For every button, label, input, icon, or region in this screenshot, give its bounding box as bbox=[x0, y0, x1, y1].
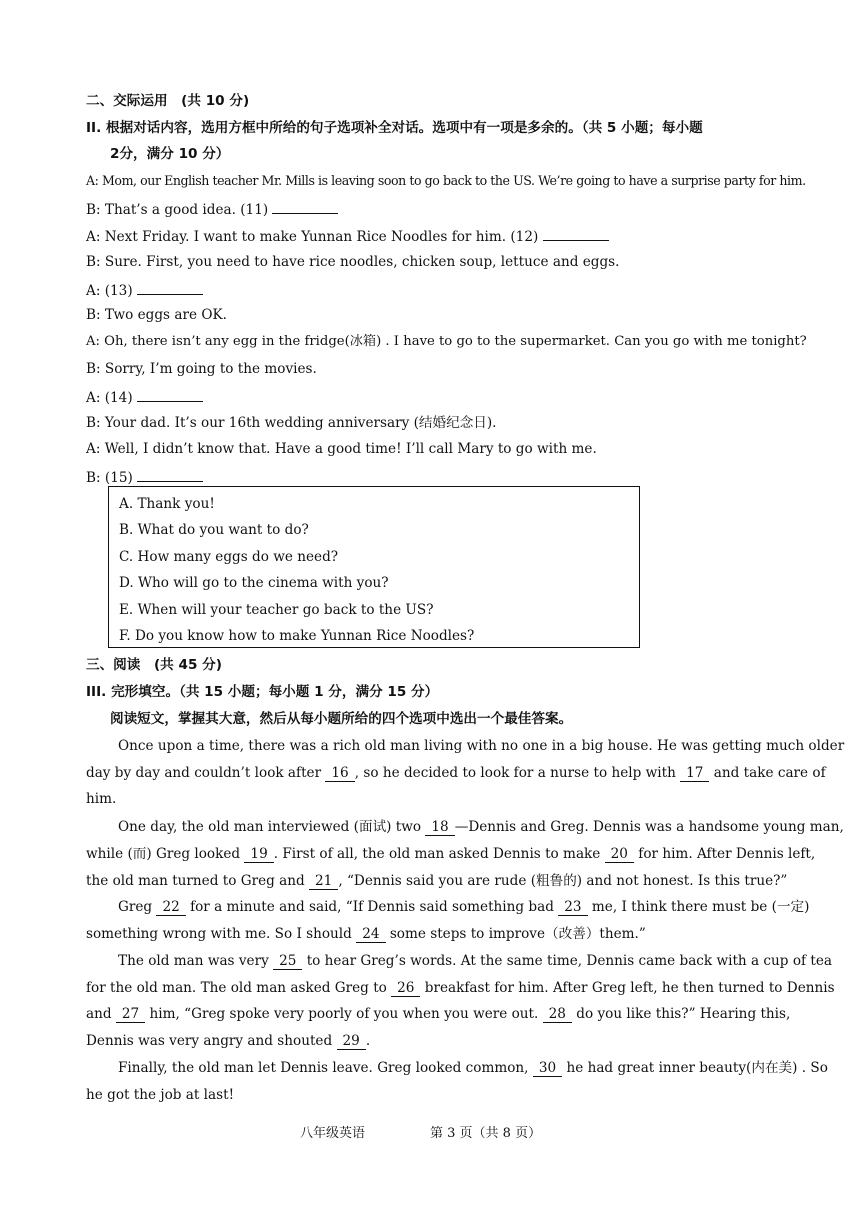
answer-blank-15[interactable] bbox=[137, 467, 203, 482]
dialogue-line: A: Well, I didn’t know that. Have a good time! I’ll call Mary to go with me. bbox=[86, 441, 597, 457]
passage-line: Finally, the old man let Dennis leave. Greg looked common, 30 he had great inner beauty(内在美) . So bbox=[118, 1060, 828, 1076]
section3-instruction: 阅读短文，掌握其大意，然后从每小题所给的四个选项中选出一个最佳答案。 bbox=[110, 711, 573, 727]
passage-line: day by day and couldn’t look after 16 , so he decided to look for a nurse to help with 17 and take care of bbox=[86, 765, 826, 781]
option-b: B. What do you want to do? bbox=[119, 522, 309, 538]
options-box bbox=[108, 486, 640, 648]
answer-blank-14[interactable] bbox=[137, 387, 203, 402]
dialogue-line: A: (14) bbox=[86, 387, 203, 407]
passage-line: and 27 him, “Greg spoke very poorly of you when you were out. 28 do you like this?” Hearing this, bbox=[86, 1006, 791, 1022]
blank-25[interactable]: 25 bbox=[273, 954, 302, 970]
dialogue-line: A: Oh, there isn’t any egg in the fridge(冰箱) . I have to go to the supermarket. Can you go with me tonight? bbox=[86, 334, 807, 349]
section2-instruction-line1: II. 根据对话内容，选用方框中所给的句子选项补全对话。选项中有一项是多余的。（共 5 小题；每小题 bbox=[86, 120, 703, 136]
option-c: C. How many eggs do we need? bbox=[119, 549, 339, 565]
dialogue-line: B: Your dad. It’s our 16th wedding anniversary (结婚纪念日). bbox=[86, 415, 497, 431]
blank-19[interactable]: 19 bbox=[244, 847, 273, 863]
section3-heading: 三、阅读 (共 45 分) bbox=[86, 657, 222, 673]
blank-17[interactable]: 17 bbox=[680, 766, 709, 782]
dialogue-line: A: Mom, our English teacher Mr. Mills is leaving soon to go back to the US. We’re going to have a surprise party for him. bbox=[86, 173, 806, 188]
section2-heading: 二、交际运用 (共 10 分) bbox=[86, 93, 250, 109]
passage-line: Dennis was very angry and shouted 29 . bbox=[86, 1033, 371, 1049]
blank-28[interactable]: 28 bbox=[543, 1007, 572, 1023]
blank-23[interactable]: 23 bbox=[558, 900, 587, 916]
option-a: A. Thank you! bbox=[119, 496, 215, 512]
footer-subject: 八年级英语 bbox=[300, 1126, 366, 1141]
section3-sub-heading: III. 完形填空。（共 15 小题；每小题 1 分，满分 15 分） bbox=[86, 684, 439, 700]
option-f: F. Do you know how to make Yunnan Rice Noodles? bbox=[119, 628, 475, 644]
blank-30[interactable]: 30 bbox=[533, 1061, 562, 1077]
dialogue-line: B: Two eggs are OK. bbox=[86, 307, 227, 323]
option-d: D. Who will go to the cinema with you? bbox=[119, 575, 389, 591]
blank-16[interactable]: 16 bbox=[325, 766, 354, 782]
passage-line: Greg 22 for a minute and said, “If Dennis said something bad 23 me, I think there must be (一定) bbox=[118, 899, 810, 915]
dialogue-line: B: (15) bbox=[86, 467, 203, 487]
answer-blank-11[interactable] bbox=[272, 199, 338, 214]
passage-line: The old man was very 25 to hear Greg’s words. At the same time, Dennis came back with a cup of tea bbox=[118, 953, 832, 969]
passage-line: he got the job at last! bbox=[86, 1087, 235, 1103]
passage-line: One day, the old man interviewed (面试) two 18 —Dennis and Greg. Dennis was a handsome young man, bbox=[118, 819, 844, 835]
answer-blank-13[interactable] bbox=[137, 280, 203, 295]
blank-18[interactable]: 18 bbox=[425, 820, 454, 836]
dialogue-line: B: That’s a good idea. (11) bbox=[86, 199, 338, 219]
answer-blank-12[interactable] bbox=[543, 226, 609, 241]
passage-line: him. bbox=[86, 791, 117, 807]
footer-page-number: 第 3 页（共 8 页） bbox=[430, 1126, 542, 1141]
dialogue-line: A: (13) bbox=[86, 280, 203, 300]
option-e: E. When will your teacher go back to the US? bbox=[119, 602, 434, 618]
blank-24[interactable]: 24 bbox=[356, 927, 385, 943]
passage-line: the old man turned to Greg and 21 , “Dennis said you are rude (粗鲁的) and not honest. Is this true?” bbox=[86, 873, 788, 889]
dialogue-line: B: Sorry, I’m going to the movies. bbox=[86, 361, 317, 377]
section2-instruction-line2: 2分，满分 10 分） bbox=[110, 146, 230, 162]
blank-21[interactable]: 21 bbox=[309, 874, 338, 890]
passage-line: for the old man. The old man asked Greg to 26 breakfast for him. After Greg left, he then turned to Dennis bbox=[86, 980, 835, 996]
blank-27[interactable]: 27 bbox=[116, 1007, 145, 1023]
blank-29[interactable]: 29 bbox=[337, 1034, 366, 1050]
dialogue-line: A: Next Friday. I want to make Yunnan Rice Noodles for him. (12) bbox=[86, 226, 609, 246]
passage-line: Once upon a time, there was a rich old man living with no one in a big house. He was getting much older bbox=[118, 738, 845, 754]
blank-20[interactable]: 20 bbox=[605, 847, 634, 863]
dialogue-line: B: Sure. First, you need to have rice noodles, chicken soup, lettuce and eggs. bbox=[86, 254, 620, 270]
passage-line: while (而) Greg looked 19 . First of all, the old man asked Dennis to make 20 for him. After Dennis left, bbox=[86, 846, 816, 862]
blank-22[interactable]: 22 bbox=[156, 900, 185, 916]
blank-26[interactable]: 26 bbox=[391, 981, 420, 997]
passage-line: something wrong with me. So I should 24 some steps to improve（改善）them.” bbox=[86, 926, 646, 942]
